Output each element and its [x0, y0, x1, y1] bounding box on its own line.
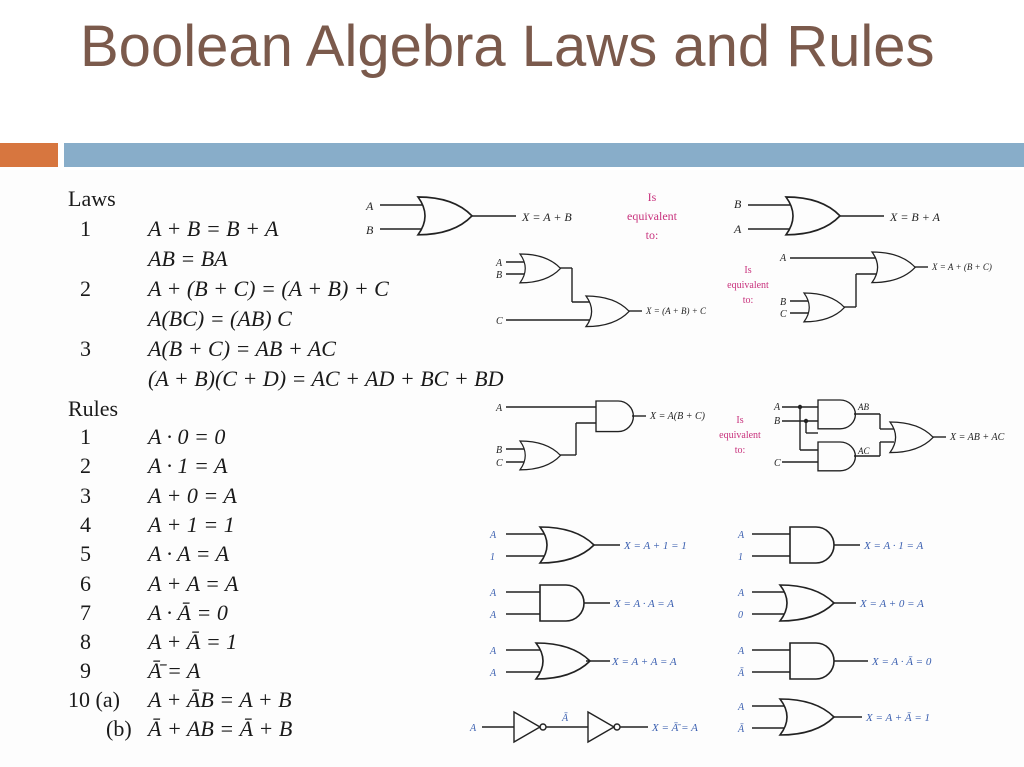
- input-label: A: [738, 702, 745, 713]
- rule-number: 9: [80, 658, 91, 683]
- wire-label: AB: [858, 402, 869, 412]
- wire-label: Ā: [562, 713, 569, 724]
- output-label: X = A + Ā = 1: [866, 712, 931, 724]
- rule-number: 1: [80, 424, 91, 449]
- rules-heading: Rules: [68, 396, 119, 421]
- rule-equation: Ā + AB = Ā + B: [148, 716, 293, 741]
- equivalent-label: to:: [645, 228, 659, 242]
- input-label: C: [496, 458, 503, 469]
- rule-equation: A + ĀB = A + B: [148, 687, 292, 712]
- input-label: A: [366, 199, 374, 213]
- law1-or-gate-left: [365, 197, 572, 237]
- input-label: A: [490, 668, 497, 679]
- page-title: Boolean Algebra Laws and Rules: [80, 14, 935, 79]
- law3-circuit-left: [495, 401, 706, 470]
- law-equation: A(B + C) = AB + AC: [148, 336, 336, 361]
- rule-number: 5: [80, 541, 91, 566]
- output-label: X = A + 0 = A: [860, 598, 924, 610]
- output-label: X = A + A = A: [612, 656, 677, 668]
- law-equation: A + (B + C) = (A + B) + C: [148, 276, 389, 301]
- rule-equation: Ā̄ = A: [148, 658, 201, 683]
- output-label: X = A(B + C): [650, 411, 705, 422]
- input-label: A: [490, 530, 497, 541]
- output-label: X = A + 1 = 1: [624, 540, 687, 552]
- input-label: A: [490, 610, 497, 621]
- rule3-or-gate: [737, 585, 924, 621]
- input-label: Ā: [738, 668, 745, 679]
- rule-equation: A · 1 = A: [148, 453, 228, 478]
- input-label: A: [734, 222, 742, 236]
- rule2-and-gate: [737, 527, 923, 563]
- input-label: A: [496, 403, 503, 414]
- input-label: A: [738, 646, 745, 657]
- input-label: C: [496, 316, 503, 327]
- rule-number: 6: [80, 571, 91, 596]
- input-label: A: [490, 646, 497, 657]
- law-number: 1: [80, 216, 91, 241]
- rule-number: 2: [80, 453, 91, 478]
- law-equation: A(BC) = (AB) C: [148, 306, 292, 331]
- input-label: A: [774, 402, 781, 413]
- law3-circuit-right: [773, 400, 1005, 471]
- law2-circuit-left: [495, 254, 707, 327]
- equivalent-label: Is: [744, 265, 752, 276]
- equivalent-label: Is: [736, 415, 744, 426]
- input-label: B: [366, 223, 374, 237]
- rule-equation: A · A = A: [148, 541, 230, 566]
- law-equation: AB = BA: [148, 246, 228, 271]
- rule7-and-gate: [737, 643, 932, 679]
- equivalent-label: to:: [742, 295, 754, 306]
- input-label: B: [774, 416, 781, 427]
- input-label: C: [780, 309, 787, 320]
- equivalent-label: equivalent: [627, 209, 677, 223]
- input-label: 1: [490, 552, 495, 563]
- law2-circuit-right: [779, 252, 992, 322]
- rule-number: 4: [80, 512, 91, 537]
- output-label: X = Ā̄ = A: [652, 722, 698, 734]
- rule-equation: A · 0 = 0: [148, 424, 226, 449]
- rule5-and-gate: [489, 585, 674, 621]
- input-label: Ā: [738, 724, 745, 735]
- rule8-or-gate: [737, 699, 930, 735]
- laws-heading: Laws: [68, 186, 116, 211]
- equivalent-label: equivalent: [727, 280, 769, 291]
- input-label: A: [496, 258, 503, 269]
- accent-bar-blue: [64, 143, 1024, 167]
- input-label: A: [490, 588, 497, 599]
- output-label: X = A · Ā = 0: [872, 656, 932, 668]
- output-label: X = (A + B) + C: [646, 306, 707, 316]
- rule4-or-gate: [489, 527, 687, 563]
- slide-content: [0, 170, 1024, 767]
- law1-or-gate-right: [733, 197, 941, 236]
- accent-bar-orange: [0, 143, 58, 167]
- logic-gate-diagrams: [0, 170, 1024, 767]
- input-label: B: [734, 197, 742, 211]
- equivalent-label: to:: [734, 445, 746, 456]
- rule-number: 10 (a): [68, 687, 120, 712]
- rule-number: (b): [106, 716, 132, 741]
- output-label: X = A · 1 = A: [864, 540, 924, 552]
- input-label: B: [496, 445, 503, 456]
- rule-number: 3: [80, 483, 91, 508]
- equivalent-label: equivalent: [719, 430, 761, 441]
- law-equation: A + B = B + A: [148, 216, 279, 241]
- rule-equation: A · Ā = 0: [148, 600, 228, 625]
- rule-number: 8: [80, 629, 91, 654]
- input-label: A: [470, 723, 477, 734]
- output-label: X = A + B: [522, 210, 572, 224]
- rule-equation: A + A = A: [148, 571, 239, 596]
- rule-equation: A + Ā = 1: [148, 629, 238, 654]
- rule-equation: A + 0 = A: [148, 483, 237, 508]
- rule9-inverter-chain: [469, 712, 698, 742]
- output-label: X = A · A = A: [614, 598, 674, 610]
- input-label: B: [496, 270, 503, 281]
- output-label: X = AB + AC: [950, 432, 1005, 443]
- input-label: B: [780, 297, 787, 308]
- input-label: A: [780, 253, 787, 264]
- law-number: 3: [80, 336, 91, 361]
- wire-label: AC: [858, 446, 870, 456]
- rule-number: 7: [80, 600, 91, 625]
- input-label: A: [738, 588, 745, 599]
- output-label: X = A + (B + C): [932, 262, 992, 272]
- law-equation: (A + B)(C + D) = AC + AD + BC + BD: [148, 366, 504, 391]
- input-label: 1: [738, 552, 743, 563]
- equivalent-label: Is: [647, 190, 657, 204]
- output-label: X = B + A: [890, 210, 940, 224]
- input-label: C: [774, 458, 781, 469]
- input-label: A: [738, 530, 745, 541]
- input-label: 0: [738, 610, 743, 621]
- rule-equation: A + 1 = 1: [148, 512, 235, 537]
- law-number: 2: [80, 276, 91, 301]
- rule6-or-gate: [489, 643, 677, 679]
